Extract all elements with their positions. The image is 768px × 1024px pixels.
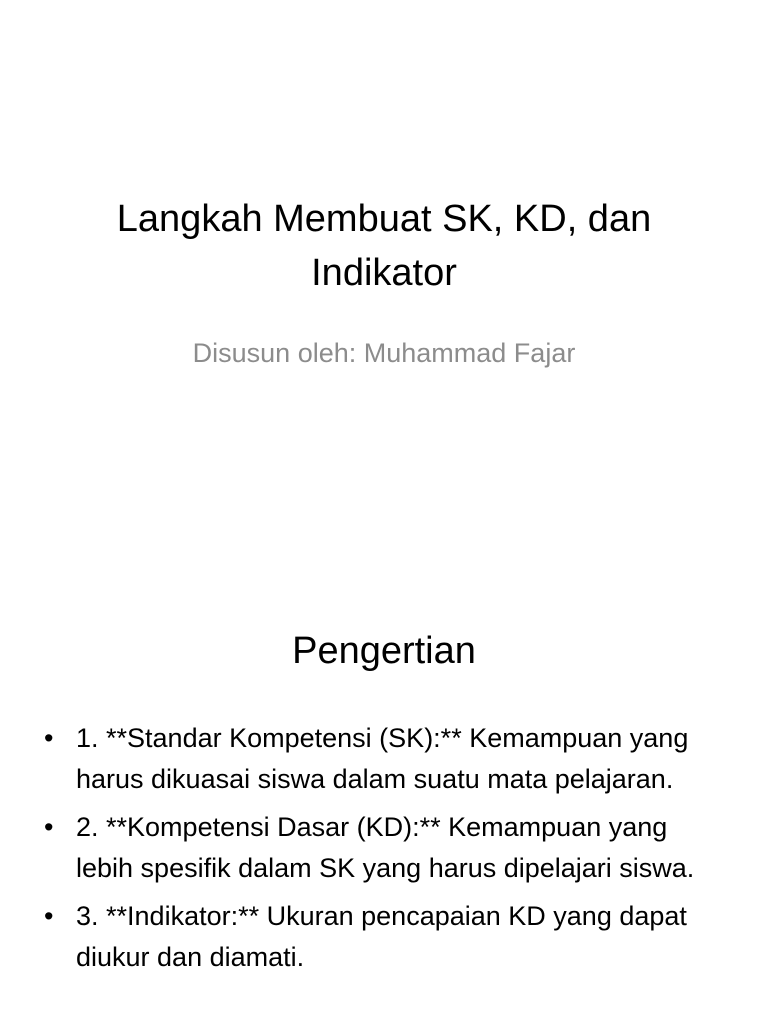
bullet-marker: • bbox=[44, 901, 54, 931]
bullet-text: 2. **Kompetensi Dasar (KD):** Kemampuan yang lebih spesifik dalam SK yang harus dipelajari siswa. bbox=[76, 812, 695, 883]
bullet-marker: • bbox=[44, 812, 54, 842]
content-slide bbox=[0, 576, 768, 1024]
bullet-text: 1. **Standar Kompetensi (SK):** Kemampuan yang harus dikuasai siswa dalam suatu mata pelajaran. bbox=[76, 723, 689, 794]
bullet-item bbox=[38, 807, 728, 889]
section-title: Pengertian bbox=[292, 630, 476, 672]
bullet-item bbox=[38, 718, 728, 800]
slide-title: Langkah Membuat SK, KD, dan Indikator bbox=[116, 198, 652, 294]
bullet-item bbox=[38, 896, 728, 978]
bullet-marker: • bbox=[44, 723, 54, 753]
bullet-list bbox=[38, 718, 728, 985]
bullet-text: 3. **Indikator:** Ukuran pencapaian KD yang dapat diukur dan diamati. bbox=[76, 901, 687, 972]
slide-subtitle: Disusun oleh: Muhammad Fajar bbox=[192, 338, 576, 368]
